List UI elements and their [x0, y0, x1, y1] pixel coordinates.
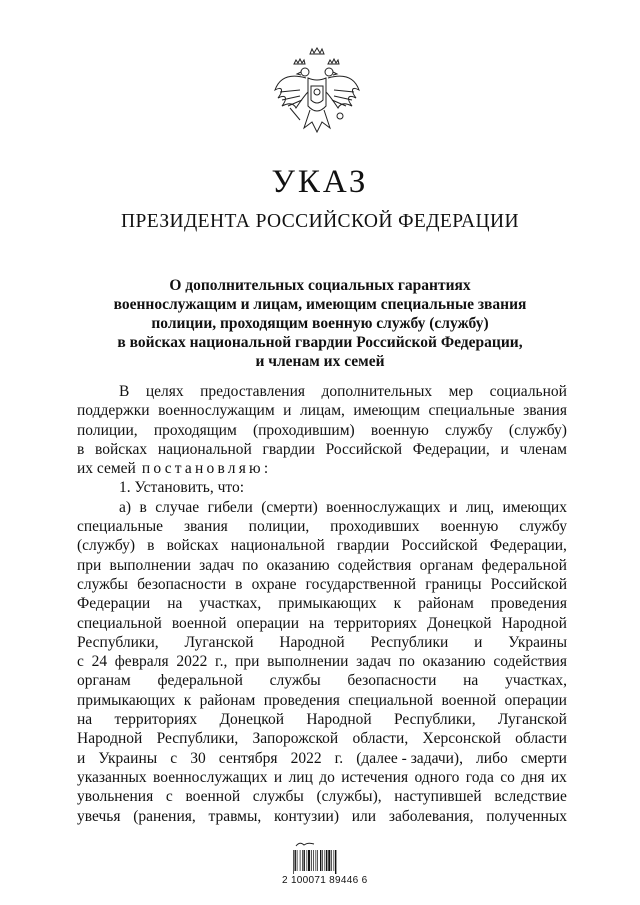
word: увольнения	[77, 788, 154, 806]
preamble	[77, 382, 567, 459]
word: задач	[199, 556, 235, 574]
word: предоставления	[200, 383, 305, 400]
word: в	[77, 440, 85, 458]
word: органам	[77, 672, 131, 690]
word: Российской	[401, 537, 478, 555]
word: военнослужащим	[158, 402, 275, 420]
word: Народной	[501, 614, 567, 632]
word: Донецкой	[426, 614, 492, 632]
word: Федерации	[77, 595, 151, 613]
word: с	[170, 749, 178, 767]
word: государственной	[305, 575, 417, 593]
word: гвардии	[336, 537, 390, 555]
barcode-bar	[293, 850, 294, 874]
word: года	[465, 768, 494, 786]
word: истечения	[341, 768, 409, 786]
word: границы	[425, 575, 482, 593]
word: поддержки	[77, 402, 150, 420]
word: со	[500, 768, 515, 786]
word: (смерти)	[261, 498, 318, 516]
word: войсках	[95, 440, 148, 458]
word: безопасности	[347, 672, 437, 690]
word: полиции,	[77, 421, 138, 439]
barcode-icon	[293, 850, 353, 874]
word: в	[235, 575, 243, 593]
word: территориях	[114, 711, 198, 729]
word: военнослужащих	[326, 498, 441, 516]
word: службы	[77, 575, 128, 593]
word: примыкающих	[278, 595, 377, 613]
title-line: в войсках национальной гвардии Российской Федерации,	[117, 334, 523, 351]
title-line: военнослужащим и лицам, имеющим специальные звания	[113, 296, 527, 313]
title-line: полиции, проходящим военную службу (службу)	[151, 315, 489, 332]
preamble-end: их семей	[77, 460, 136, 478]
word: Запорожской	[252, 730, 339, 748]
barcode-bar	[304, 850, 305, 871]
document-body	[77, 382, 567, 826]
barcode-bar	[331, 850, 332, 871]
barcode-number: 2 100071 89446 6	[282, 875, 368, 886]
body-line	[77, 652, 567, 671]
word: специальной	[348, 691, 434, 709]
barcode-bar	[325, 850, 326, 871]
body-line	[77, 478, 567, 497]
word: службы	[269, 672, 321, 690]
word: имеющим	[353, 402, 421, 420]
title-line: О дополнительных социальных гарантиях	[169, 277, 471, 294]
word: и	[283, 402, 292, 420]
word: смерти	[520, 749, 567, 767]
barcode-bar	[317, 850, 318, 871]
word: задач	[356, 653, 392, 671]
word: и	[77, 749, 86, 767]
word: участках,	[199, 595, 262, 613]
word: содействия	[493, 653, 567, 671]
word: их	[550, 768, 567, 786]
word: целях	[145, 383, 184, 400]
word: Народной	[306, 711, 372, 729]
barcode-bar	[311, 850, 312, 871]
barcode-bar	[326, 850, 327, 871]
word: Донецкой	[219, 711, 285, 729]
word: Народной	[77, 730, 143, 748]
word: Украины	[98, 749, 158, 767]
body-line	[77, 807, 567, 826]
word: военной	[185, 788, 241, 806]
item-1: 1. Установить, что:	[119, 479, 245, 497]
word: и	[500, 440, 509, 458]
body-line	[77, 575, 567, 594]
word: федеральной	[481, 556, 567, 574]
document-type: УКАЗ	[271, 164, 369, 200]
body-line	[77, 421, 567, 440]
document-issuer: ПРЕЗИДЕНТА РОССИЙСКОЙ ФЕДЕРАЦИИ	[121, 211, 519, 232]
body-line	[77, 614, 567, 633]
word: районам	[199, 691, 256, 709]
word: с	[77, 653, 84, 671]
word: Российской	[325, 440, 403, 458]
body-line	[77, 787, 567, 806]
word: военной	[171, 614, 227, 632]
word: военнослужащих	[153, 768, 268, 786]
word: проходящим	[153, 421, 237, 439]
word: 30	[190, 749, 206, 767]
word: полученных	[486, 807, 567, 825]
word: до	[319, 768, 335, 786]
word: или	[351, 807, 377, 825]
word: специальные	[77, 518, 164, 536]
word: заболевания,	[388, 807, 474, 825]
word: Республики,	[77, 633, 159, 651]
word: оказанию	[266, 556, 330, 574]
barcode-bar	[307, 850, 308, 871]
body-line	[77, 459, 567, 478]
word: примыкающих	[77, 691, 176, 709]
word: вследствие	[494, 788, 567, 806]
word: Республики,	[393, 711, 476, 729]
body-line	[77, 382, 567, 401]
body-line	[77, 401, 567, 420]
word: Федерации,	[489, 537, 567, 555]
word: (службу)	[77, 537, 136, 555]
body-line	[77, 498, 567, 517]
barcode-bar	[297, 850, 298, 871]
word: гибели	[207, 498, 253, 516]
word: февраля	[114, 653, 169, 671]
word: операции	[236, 614, 299, 632]
barcode-bar	[316, 850, 317, 871]
word: по	[242, 556, 259, 574]
word: на	[463, 672, 479, 690]
word: военной	[441, 691, 497, 709]
barcode-bar	[334, 850, 335, 871]
word: содействия	[337, 556, 412, 574]
word: г.	[334, 749, 344, 767]
word: Федерации,	[412, 440, 490, 458]
document-title	[80, 276, 560, 371]
body-line	[77, 556, 567, 575]
body-line	[77, 768, 567, 787]
word: Херсонской	[422, 730, 501, 748]
word: мер	[448, 383, 474, 400]
word: национальной	[157, 440, 252, 458]
word: с	[165, 788, 173, 806]
word: специальные	[428, 402, 515, 420]
word: 2022	[176, 653, 208, 671]
body-line	[77, 536, 567, 555]
word: Луганской	[184, 633, 254, 651]
word: имеющих	[502, 498, 567, 516]
word: территориях	[334, 614, 417, 632]
body-line	[77, 729, 567, 748]
word: области,	[352, 730, 409, 748]
word: выполнении	[267, 653, 349, 671]
word: (ранения,	[133, 807, 196, 825]
word: гвардии	[262, 440, 315, 458]
word: службу	[445, 421, 493, 439]
word: национальной	[230, 537, 325, 555]
item-a	[77, 498, 567, 826]
body-line	[77, 691, 567, 710]
word: районам	[418, 595, 474, 613]
barcode-bar	[313, 850, 314, 871]
word: и	[273, 768, 283, 786]
word: (службу)	[508, 421, 567, 439]
word: лиц	[288, 768, 313, 786]
barcode-bar	[328, 850, 330, 871]
barcode-bar	[322, 850, 323, 871]
word: войсках	[166, 537, 219, 555]
word: лиц,	[465, 498, 495, 516]
preamble-keyword: постановляю:	[141, 460, 272, 478]
body-line	[77, 594, 567, 613]
word: лицам,	[299, 402, 345, 420]
word: в	[147, 537, 155, 555]
word: полиции,	[248, 518, 310, 536]
word: военную	[370, 421, 429, 439]
word: социальной	[489, 383, 567, 400]
word: к	[183, 691, 192, 709]
word: либо	[476, 749, 508, 767]
word: а)	[119, 498, 132, 516]
word: контузии)	[274, 807, 340, 825]
word: проходивших	[330, 518, 420, 536]
body-line	[77, 440, 567, 459]
word: Луганской	[497, 711, 567, 729]
word: органам	[419, 556, 474, 574]
word: военную	[440, 518, 499, 536]
barcode-bar	[308, 850, 310, 871]
word: Республики,	[156, 730, 239, 748]
coat-of-arms-icon	[270, 46, 364, 138]
word: участках,	[505, 672, 567, 690]
word: Народной	[279, 633, 345, 651]
word: одного	[414, 768, 460, 786]
word: специальной	[77, 614, 162, 632]
body-line	[77, 633, 567, 652]
word: на	[77, 711, 93, 729]
word: травмы,	[208, 807, 262, 825]
word: (проходившим)	[252, 421, 355, 439]
word: Российской	[490, 575, 567, 593]
word: 24	[91, 653, 108, 671]
word: увечья	[77, 807, 121, 825]
word: оказанию	[422, 653, 486, 671]
word: в	[139, 498, 147, 516]
word: членам	[519, 440, 567, 458]
barcode-bar	[300, 850, 301, 871]
word: Украины	[508, 633, 567, 651]
word: случае	[155, 498, 200, 516]
word: на	[167, 595, 183, 613]
word: (службы),	[316, 788, 382, 806]
word: области	[515, 730, 567, 748]
word: (далее - задачи),	[356, 749, 463, 767]
word: к	[393, 595, 402, 613]
word: проведения	[490, 595, 567, 613]
word: выполнении	[109, 556, 191, 574]
word: наступившей	[394, 788, 482, 806]
word: и	[449, 498, 458, 516]
word: сентября	[218, 749, 278, 767]
word: звания	[523, 402, 567, 420]
word: операции	[504, 691, 567, 709]
word: и	[474, 633, 483, 651]
word: при	[235, 653, 260, 671]
barcode-bar	[320, 850, 321, 871]
word: при	[77, 556, 102, 574]
word: федеральной	[157, 672, 243, 690]
word: дня	[521, 768, 545, 786]
word: звания	[183, 518, 228, 536]
barcode-bar	[302, 850, 303, 871]
word: дополнительных	[321, 383, 433, 400]
body-line	[77, 710, 567, 729]
publisher-mark-icon	[294, 840, 316, 848]
word: службу	[519, 518, 567, 536]
body-line	[77, 671, 567, 690]
word: охране	[251, 575, 297, 593]
word: безопасности	[137, 575, 227, 593]
body-line	[77, 517, 567, 536]
word: В	[119, 383, 130, 400]
barcode-bar	[335, 850, 336, 874]
word: проведения	[263, 691, 340, 709]
word: на	[309, 614, 325, 632]
word: г.,	[215, 653, 228, 671]
barcode-bar	[295, 850, 296, 871]
word: Республики	[370, 633, 449, 651]
word: 2022	[290, 749, 322, 767]
word: по	[398, 653, 415, 671]
word: указанных	[77, 768, 147, 786]
body-line	[77, 749, 567, 768]
word: службы	[252, 788, 304, 806]
title-line: и членам их семей	[255, 353, 385, 370]
